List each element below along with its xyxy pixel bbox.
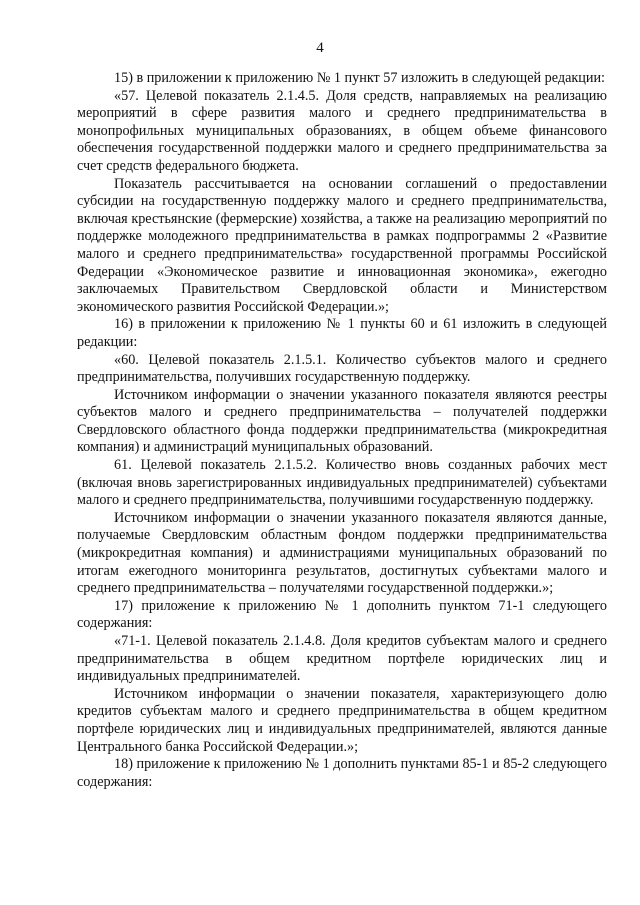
document-body <box>77 70 607 791</box>
paragraph-point-60-source: Источником информации о значении указанного показателя являются реестры субъектов малого и среднего предпринимательства – получателей поддержки Свердловского областного фонда поддержки предпринимательства (микрокредитная компания) и администраций муниципальных образований. <box>77 386 607 456</box>
page-number: 4 <box>316 40 324 56</box>
paragraph-point-60: «60. Целевой показатель 2.1.5.1. Количество субъектов малого и среднего предпринимательства, получивших государственную поддержку. <box>77 351 607 386</box>
paragraph-point-71-1-source: Источником информации о значении показателя, характеризующего долю кредитов субъектам малого и среднего предпринимательства в общем кредитном портфеле юридических лиц и индивидуальных предпринимателей, являются данные Центрального банка Российской Федерации.»; <box>77 685 607 755</box>
paragraph-item-15: 15) в приложении к приложению № 1 пункт 57 изложить в следующей редакции: <box>114 70 605 86</box>
paragraph-item-17: 17) приложение к приложению № 1 дополнить пунктом 71-1 следующего содержания: <box>77 597 607 632</box>
paragraph-item-16: 16) в приложении к приложению № 1 пункты 60 и 61 изложить в следующей редакции: <box>77 316 607 350</box>
paragraph-point-61: 61. Целевой показатель 2.1.5.2. Количество вновь созданных рабочих мест (включая вновь зарегистрированных индивидуальных предпринимателей) субъектами малого и среднего предпринимательства, получившими государственную поддержку. <box>77 457 607 509</box>
paragraph-point-71-1: «71-1. Целевой показатель 2.1.4.8. Доля кредитов субъектам малого и среднего предпринимательства в общем кредитном портфеле юридических лиц и индивидуальных предпринимателей. <box>77 633 607 685</box>
paragraph-point-57-calculation: Показатель рассчитывается на основании соглашений о предоставлении субсидии на государственную поддержку малого и среднего предпринимательства, включая крестьянские (фермерские) хозяйства, а также на реализацию мероприятий по поддержке молодежного предпринимательства в рамках подпрограммы 2 «Развитие малого и среднего предпринимательства» государственной программы Российской Федерации «Экономическое развитие и инновационная экономика», ежегодно заключаемых Правительством Свердловской области и Министерством экономического развития Российской Федерации.»; <box>77 175 607 315</box>
paragraph-item-18: 18) приложение к приложению № 1 дополнить пунктами 85-1 и 85-2 следующего содержания: <box>77 756 607 790</box>
paragraph-point-61-source: Источником информации о значении указанного показателя являются данные, получаемые Свердловским областным фондом поддержки предпринимательства (микрокредитная компания) и администрациями муниципальных образований по итогам ежегодного мониторинга результатов, достигнутых субъектами малого и среднего предпринимательства – получателями государственной поддержки.»; <box>77 509 607 597</box>
paragraph-point-57: «57. Целевой показатель 2.1.4.5. Доля средств, направляемых на реализацию мероприятий в сфере развития малого и среднего предпринимательства в монопрофильных муниципальных образованиях, в общем объеме финансового обеспечения государственной поддержки малого и среднего предпринимательства за счет средств федерального бюджета. <box>77 87 607 174</box>
